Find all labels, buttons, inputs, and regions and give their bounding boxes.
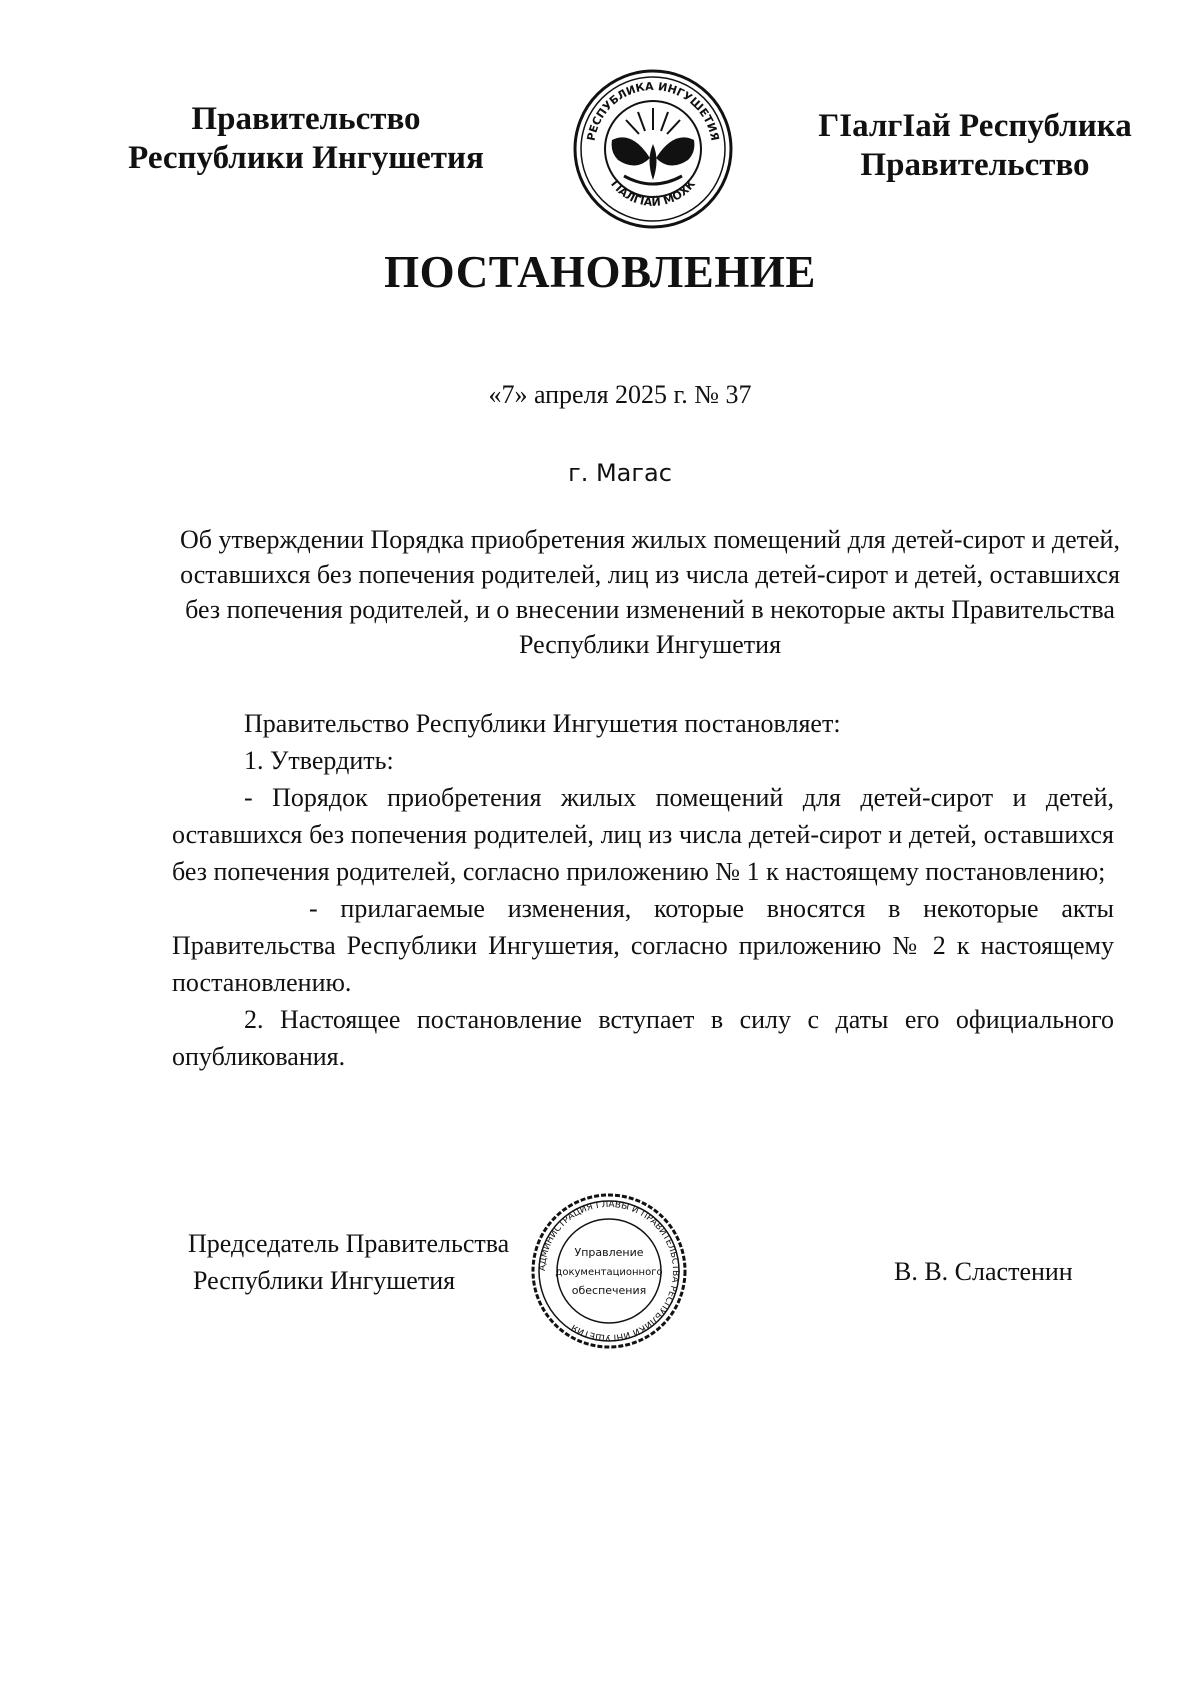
body-paragraph-preamble: Правительство Республики Ингушетия постановляет: (244, 709, 841, 738)
city: г. Магас (568, 459, 672, 487)
header-left-line-2: Республики Ингушетия (128, 140, 484, 176)
stamp-center-line-3: обеспечения (571, 1284, 647, 1297)
signatory-position-line-1: Председатель Правительства (188, 1229, 510, 1258)
stamp-center-line-1: Управление (574, 1246, 644, 1259)
emblem-text-bottom: ГIАЛГIАЙ МОХК (608, 177, 698, 210)
date-and-number: «7» апреля 2025 г. № 37 (488, 380, 752, 409)
stamp-center-line-2: документационного (555, 1267, 663, 1278)
document-type-title: ПОСТАНОВЛЕНИЕ (384, 247, 816, 297)
header-right (790, 107, 1160, 185)
header-left (96, 100, 516, 178)
header-right-line-1: ГIалгIай Республика (818, 108, 1132, 144)
header-right-line-2: Правительство (860, 147, 1090, 183)
body-paragraph-subitem-order: - Порядок приобретения жилых помещений для детей-сирот и детей, оставшихся без попечения родителей, лиц из числа детей-сирот и детей, оставшихся без попечения родителей, согласно приложению № 1 к настоящему постановлению; (172, 783, 1114, 886)
signatory-position-line-2: Республики Ингушетия (193, 1266, 456, 1295)
signatory-name: В. В. Сластенин (894, 1257, 1073, 1286)
signatory-position (188, 1225, 509, 1299)
header-left-line-1: Правительство (191, 101, 421, 137)
document-body (172, 705, 1114, 1075)
body-paragraph-item-1: 1. Утвердить: (244, 746, 394, 775)
svg-text:ГIАЛГIАЙ МОХК (608, 178, 698, 210)
emblem-text-top: РЕСПУБЛИКА ИНГУШЕТИЯ (584, 79, 722, 142)
stamp-ring-text: АДМИНИСТРАЦИЯ ГЛАВЫ И ПРАВИТЕЛЬСТВА РЕСПУБЛИКИ ИНГУШЕТИЯ (537, 1199, 681, 1343)
official-stamp (528, 1190, 690, 1352)
body-paragraph-item-2: 2. Настоящее постановление вступает в силу с даты его официального опубликования. (172, 1005, 1114, 1071)
body-paragraph-subitem-changes: - прилагаемые изменения, которые вносятся в некоторые акты Правительства Республики Ингушетия, согласно приложению № 2 к настоящему постановлению. (172, 894, 1114, 997)
coat-of-arms-emblem (572, 68, 734, 230)
document-subject-title: Об утверждении Порядка приобретения жилых помещений для детей-сирот и детей, оставшихся без попечения родителей, лиц из числа детей-сирот и детей, оставшихся без попечения родителей, и о внесении изменений в некоторые акты Правительства Республики Ингушетия (180, 525, 1120, 659)
